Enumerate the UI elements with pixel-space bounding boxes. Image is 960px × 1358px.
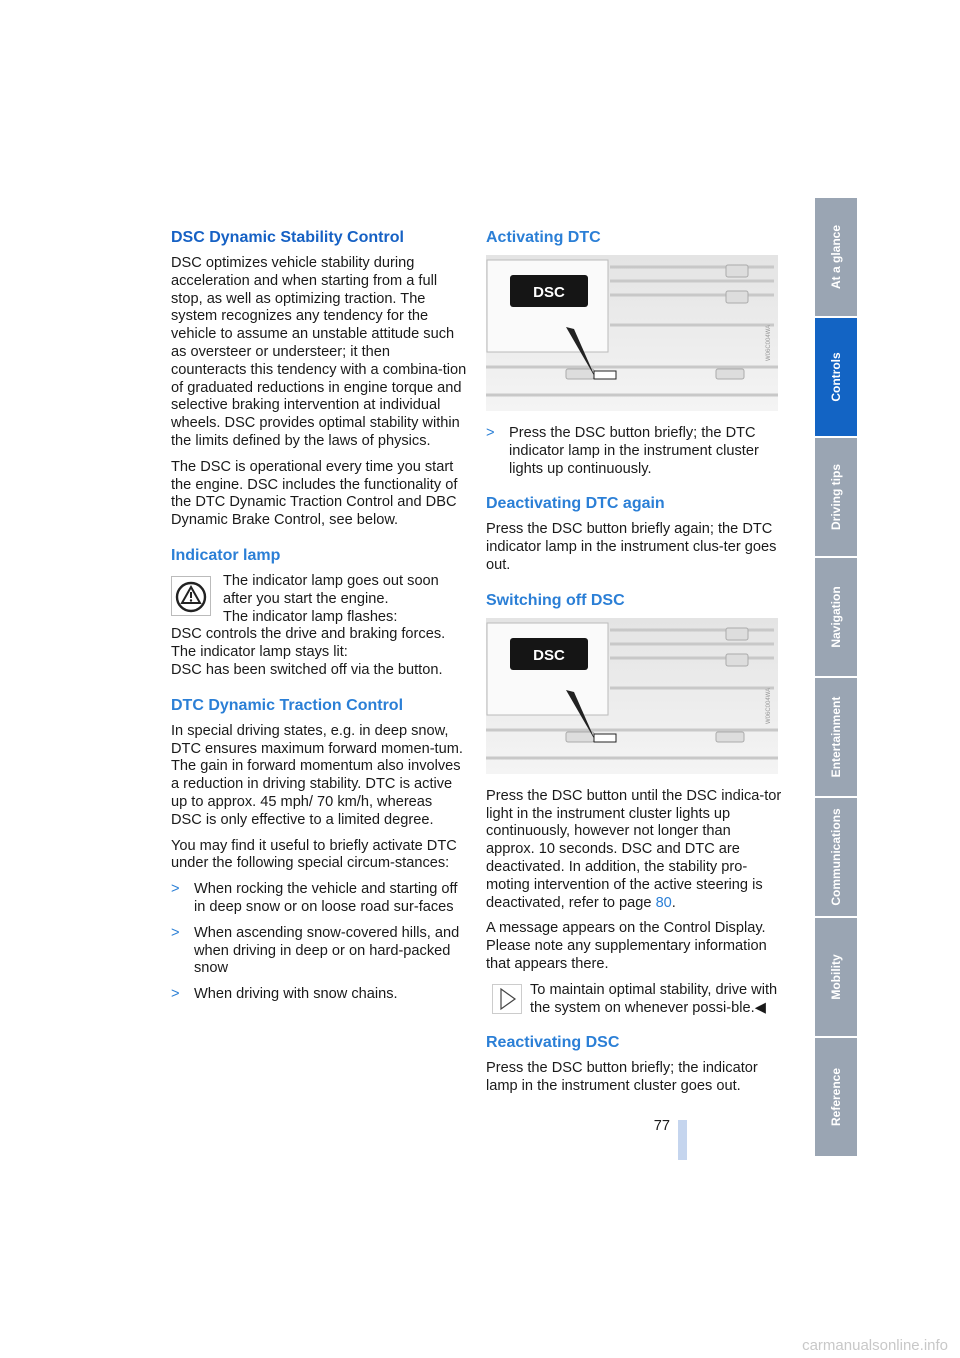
indicator-lamp-heading: Indicator lamp [171,546,281,564]
indicator-line-3: DSC controls the drive and braking forces. [171,626,446,643]
indicator-line-5: DSC has been switched off via the button. [171,661,443,678]
dsc-button-illustration [486,618,778,774]
page-80-link[interactable]: 80 [655,894,672,911]
tab-label: At a glance [829,224,843,290]
right-column [486,228,782,1104]
period: . [671,894,676,911]
tab-reference[interactable] [815,1038,857,1156]
page-number-bar [678,1120,687,1160]
dtc-heading: DTC Dynamic Traction Control [171,696,404,714]
list-item [486,425,782,478]
bullet-text: When driving with snow chains. [194,986,398,1003]
dtc-paragraph-2: You may find it useful to briefly activate DTC under the following special circum-stances: [171,837,457,872]
tab-navigation[interactable] [815,558,857,676]
list-item [171,986,467,1004]
tab-label: Communications [829,808,843,906]
dtc-paragraph-1: In special driving states, e.g. in deep snow, DTC ensures maximum forward momen-tum. The gain in forward momentum also involves a reduction in driving stability. DTC is active up to approx. 45 mph/ 70 km/h, whereas DSC is only effective to a limited degree. [171,722,463,828]
deactivating-paragraph: Press the DSC button briefly again; the DTC indicator lamp in the instrument clus-ter goes out. [486,521,777,573]
reactivating-paragraph: Press the DSC button briefly; the indicator lamp in the instrument cluster goes out. [486,1060,758,1095]
tab-label: Mobility [829,954,843,1000]
end-marker: ◀ [754,999,766,1016]
tab-mobility[interactable] [815,918,857,1036]
bullet-text: When ascending snow-covered hills, and when driving in deep or on hard-packed snow [194,924,460,977]
bullet-marker: > [171,986,180,1003]
bullet-marker: > [486,425,495,441]
bullet-marker: > [171,881,180,898]
bullet-text: Press the DSC button briefly; the DTC indicator lamp in the instrument cluster lights up continuously. [509,425,759,477]
tab-label: Controls [829,352,843,402]
tab-label: Navigation [829,586,843,648]
image-code: W06C004WA [766,687,772,724]
dsc-paragraph-2: The DSC is operational every time you start the engine. DSC includes the functionality of the DTC Dynamic Traction Control and DBC Dynamic Brake Control, see below. [171,458,458,529]
dsc-heading: DSC Dynamic Stability Control [171,229,404,246]
bullet-marker: > [171,924,180,941]
image-code: W06C004WA [766,324,772,361]
page-number: 77 [653,1118,670,1134]
tab-at-a-glance[interactable] [815,198,857,316]
left-column [171,228,467,1012]
list-item [171,881,467,917]
indicator-line-4: The indicator lamp stays lit: [171,644,348,661]
dsc-button-label: DSC [533,646,565,664]
switching-text: Press the DSC button until the DSC indica-tor light in the instrument cluster lights up continuously, however not longer than approx. 10 seconds. DSC and DTC are deactivated. In addition, the stability pro-moting intervention of the active steering is deactivated, refer to page [486,787,782,911]
tab-label: Reference [829,1067,843,1127]
tab-controls[interactable] [815,318,857,436]
tab-entertainment[interactable] [815,678,857,796]
chapter-tabs [815,198,857,1158]
tab-driving-tips[interactable] [815,438,857,556]
tab-label: Entertainment [829,696,843,778]
indicator-line-1: The indicator lamp goes out soon after you start the engine. [223,572,439,607]
deactivating-dtc-heading: Deactivating DTC again [486,495,665,513]
note-text: To maintain optimal stability, drive with the system on whenever possi-ble. [530,981,778,1016]
list-item [171,925,467,978]
switching-paragraph-1 [486,788,782,913]
note-triangle-icon [492,984,522,1014]
dsc-warning-lamp-icon [171,576,211,616]
dsc-button-illustration [486,255,778,411]
dsc-button-label: DSC [533,284,565,301]
switching-off-dsc-heading: Switching off DSC [486,591,625,609]
bullet-text: When rocking the vehicle and starting off in deep snow or on loose road sur-faces [194,881,458,915]
tab-communications[interactable] [815,798,857,916]
indicator-lamp-block [171,573,467,680]
note-block [486,982,782,1018]
watermark: carmanualsonline.info [802,1337,948,1354]
dsc-paragraph-1: DSC optimizes vehicle stability during acceleration and when starting from a full stop, as well as optimizing traction. The system recognizes any tendency for the vehicle to assume an unstable attitude such as oversteer or understeer; it then counteracts this tendency with a combina-tion of graduated reductions in engine torque and selective braking intervention at individual wheels. DSC provides optimal stability within the limits defined by the laws of physics. [171,255,467,449]
activating-dtc-heading: Activating DTC [486,229,601,246]
indicator-line-2: The indicator lamp flashes: [223,608,398,625]
reactivating-dsc-heading: Reactivating DSC [486,1034,620,1052]
tab-label: Driving tips [829,463,843,531]
switching-paragraph-2: A message appears on the Control Display. Please note any supplementary information that appears there. [486,920,767,972]
